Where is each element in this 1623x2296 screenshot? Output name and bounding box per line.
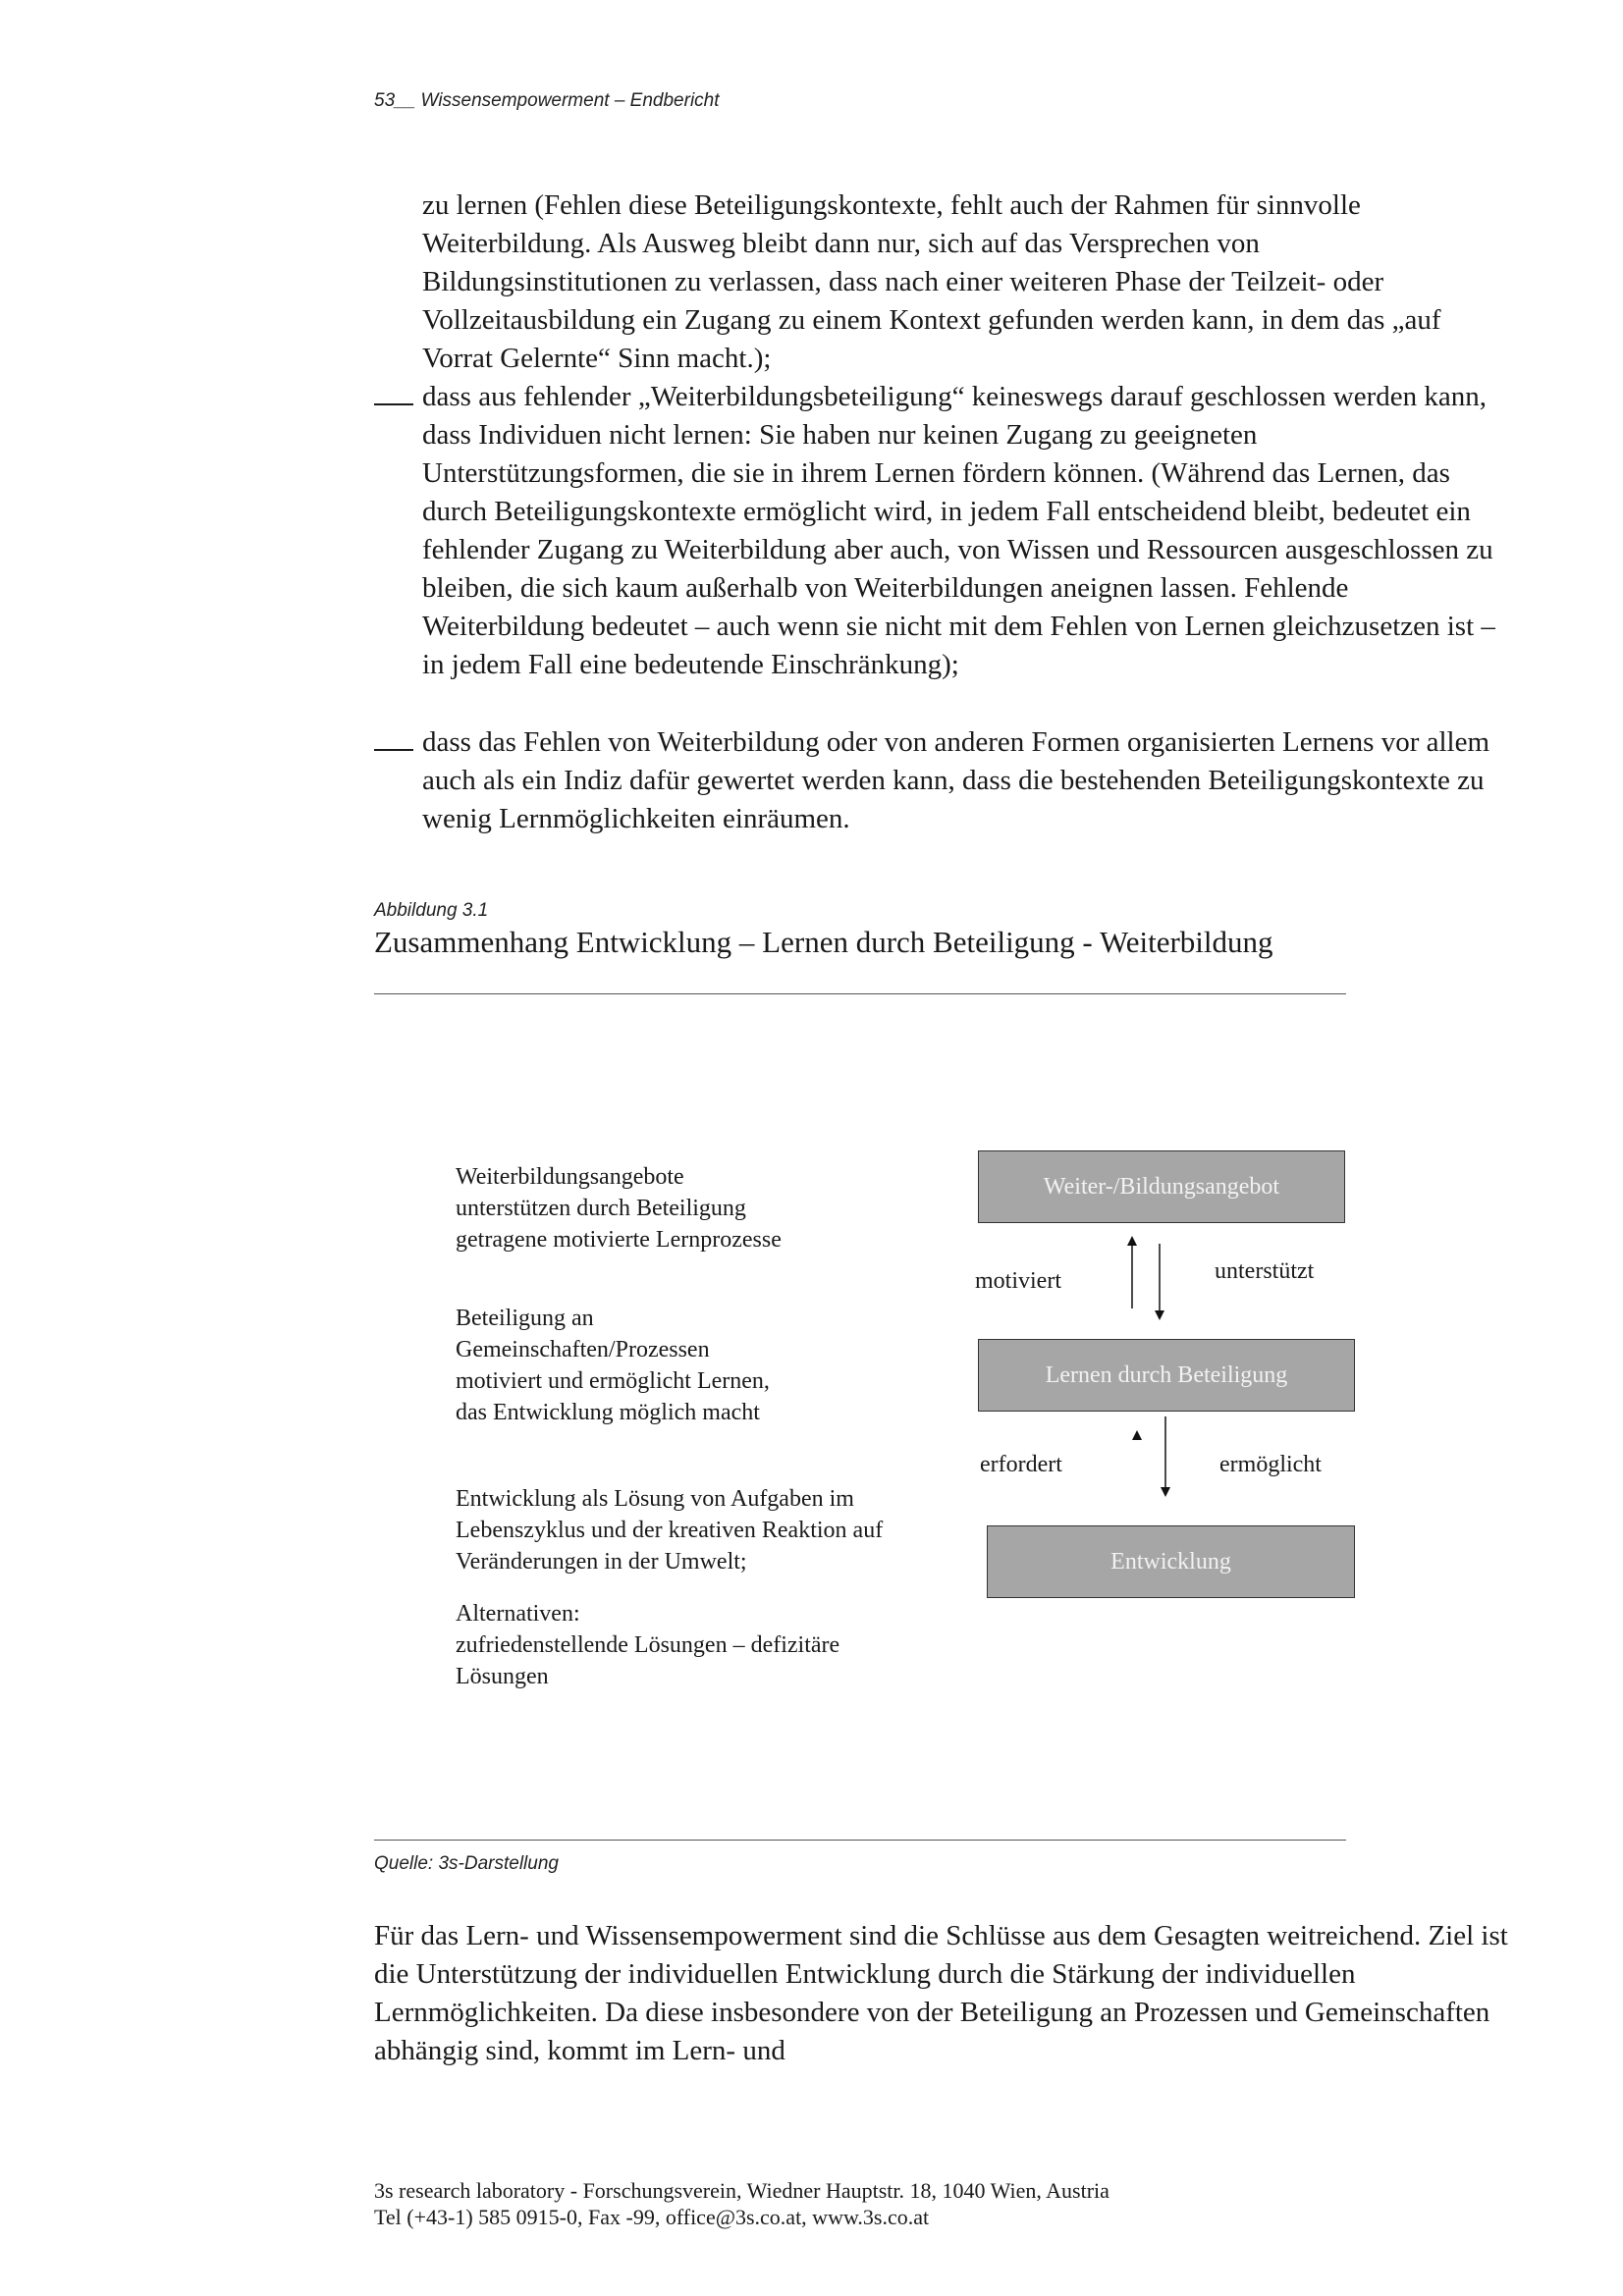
- figure-title: Zusammenhang Entwicklung – Lernen durch Beteiligung - Weiterbildung: [374, 925, 1273, 959]
- closing-paragraph: Für das Lern- und Wissensempowerment sind die Schlüsse aus dem Gesagten weitreichend. Ziel ist die Unterstützung der individuellen Entwicklung durch die Stärkung der individuellen Lernmöglichkeiten. Da diese insbesondere von der Beteiligung an Prozessen und Gemeinschaften abhängig sind, kommt im Lern- und: [374, 1920, 1508, 2066]
- description-line: unterstützen durch Beteiligung: [456, 1196, 746, 1221]
- description-line: getragene motivierte Lernprozesse: [456, 1227, 782, 1253]
- label-unterstuetzt: unterstützt: [1215, 1258, 1315, 1284]
- running-head: 53__ Wissensempowerment – Endbericht: [374, 90, 720, 111]
- list-item-text: dass aus fehlender „Weiterbildungsbeteiligung“ keineswegs darauf geschlossen werden kann, dass Individuen nicht lernen: Sie haben nur keinen Zugang zu geeigneten Unterstützungsformen, die sie in ihrem Lernen fördern können. (Während das Lernen, das durch Beteiligungskontexte ermöglicht wird, in jedem Fall entscheidend bleibt, bedeutet ein fehlender Zugang zu Weiterbildung aber auch, von Wissen und Ressourcen ausgeschlossen zu bleiben, die sich kaum außerhalb von Weiterbildungen aneignen lassen. Fehlende Weiterbildung bedeutet – auch wenn sie nicht mit dem Fehlen von Lernen gleichzusetzen ist – in jedem Fall eine bedeutende Einschränkung);: [422, 381, 1495, 680]
- figure-label: Abbildung 3.1: [374, 900, 489, 921]
- description-line: Entwicklung als Lösung von Aufgaben im: [456, 1486, 854, 1512]
- description-line: zufriedenstellende Lösungen – defizitäre: [456, 1632, 840, 1658]
- box-entwicklung: Entwicklung: [987, 1525, 1355, 1598]
- label-ermoeglicht: ermöglicht: [1219, 1452, 1322, 1477]
- description-line: Gemeinschaften/Prozessen: [456, 1337, 710, 1362]
- box-lernen-durch-beteiligung: Lernen durch Beteiligung: [978, 1339, 1355, 1412]
- description-line: motiviert und ermöglicht Lernen,: [456, 1368, 770, 1394]
- box-weiterbildungsangebot: Weiter-/Bildungsangebot: [978, 1150, 1345, 1223]
- label-motiviert: motiviert: [975, 1268, 1061, 1294]
- description-line: Weiterbildungsangebote: [456, 1164, 684, 1190]
- description-line: Lösungen: [456, 1664, 549, 1689]
- footer-address: 3s research laboratory - Forschungsverein, Wiedner Hauptstr. 18, 1040 Wien, Austria: [374, 2178, 1109, 2203]
- arrowhead-up-erfordert: [1132, 1430, 1142, 1440]
- description-line: Lebenszyklus und der kreativen Reaktion auf: [456, 1518, 884, 1543]
- continuation-paragraph: zu lernen (Fehlen diese Beteiligungskontexte, fehlt auch der Rahmen für sinnvolle Weiterbildung. Als Ausweg bleibt dann nur, sich auf das Versprechen von Bildungsinstitutionen zu verlassen, dass nach einer weiteren Phase der Teilzeit- oder Vollzeitausbildung ein Zugang zu einem Kontext gefunden werden kann, in dem das „auf Vorrat Gelernte“ Sinn macht.);: [422, 189, 1441, 374]
- label-erfordert: erfordert: [980, 1452, 1062, 1477]
- description-line: Beteiligung an: [456, 1306, 594, 1331]
- description-line: Veränderungen in der Umwelt;: [456, 1549, 747, 1575]
- footer-contact: Tel (+43-1) 585 0915-0, Fax -99, office@3s.co.at, www.3s.co.at: [374, 2205, 930, 2229]
- figure-bottom-rule: [374, 1840, 1346, 1841]
- description-line: Alternativen:: [456, 1601, 580, 1627]
- description-line: das Entwicklung möglich macht: [456, 1400, 760, 1425]
- figure-source: Quelle: 3s-Darstellung: [374, 1853, 559, 1874]
- list-item-text: dass das Fehlen von Weiterbildung oder von anderen Formen organisierten Lernens vor allem auch als ein Indiz dafür gewertet werden kann, dass die bestehenden Beteiligungskontexte zu wenig Lernmöglichkeiten einräumen.: [422, 726, 1490, 834]
